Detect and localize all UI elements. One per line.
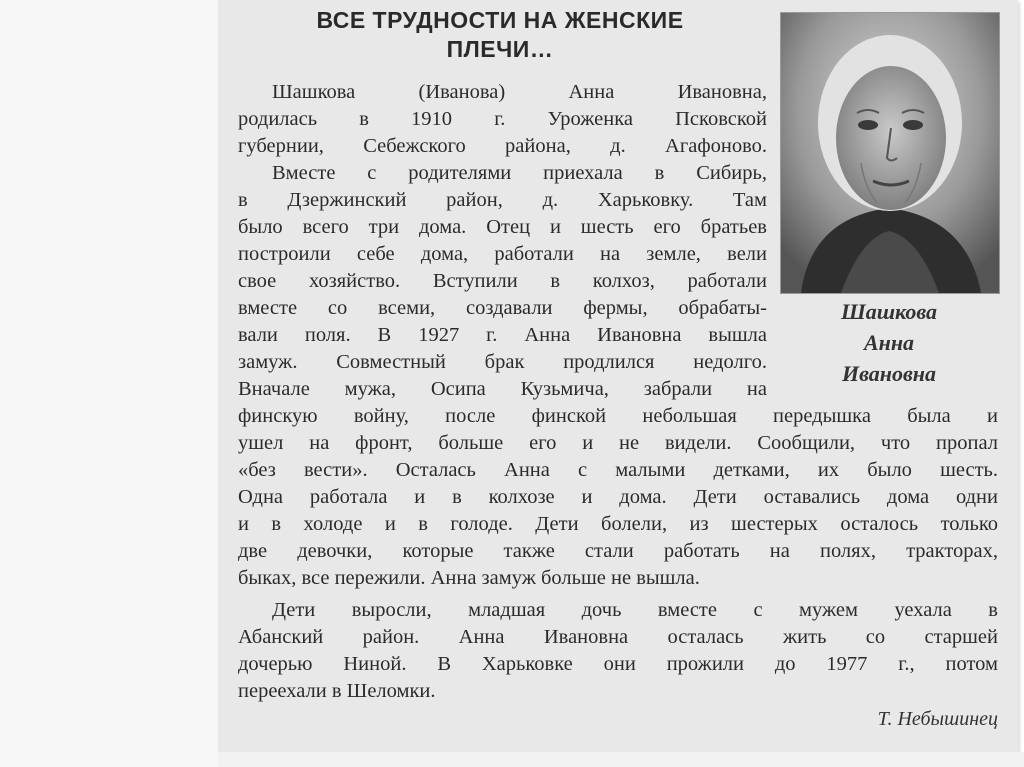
text-line: финскую войну, после финской небольшая передышка была и — [238, 405, 998, 427]
text-line: быках, все пережили. Анна замуж больше не вышла. — [238, 567, 700, 589]
text-line: было всего три дома. Отец и шесть его братьев — [238, 216, 767, 238]
text-line: свое хозяйство. Вступили в колхоз, работали — [238, 270, 767, 292]
caption-line-1: Шашкова — [840, 299, 938, 324]
article-title — [250, 6, 750, 64]
photo-caption — [780, 296, 998, 389]
author-signature: Т. Небышинец — [877, 708, 998, 730]
text-line: ушел на фронт, больше его и не видели. Сообщили, что пропал — [238, 432, 998, 454]
text-line: две девочки, которые также стали работать на полях, тракторах, — [238, 540, 998, 562]
text-line: вместе со всеми, создавали фермы, обрабаты- — [238, 297, 767, 319]
text-line: дочерью Ниной. В Харьковке они прожили до 1977 г., потом — [238, 653, 998, 675]
text-line: вали поля. В 1927 г. Анна Ивановна вышла — [238, 324, 767, 346]
caption-line-3: Ивановна — [841, 361, 937, 386]
text-line: Вместе с родителями приехала в Сибирь, — [272, 162, 767, 184]
text-line: в Дзержинский район, д. Харьковку. Там — [238, 189, 767, 211]
text-line: переехали в Шеломки. — [238, 680, 436, 702]
caption-line-2: Анна — [863, 330, 915, 355]
text-line: замуж. Совместный брак продлился недолго. — [238, 351, 767, 373]
text-line: родилась в 1910 г. Уроженка Псковской — [238, 108, 767, 130]
text-line: Шашкова (Иванова) Анна Ивановна, — [272, 81, 767, 103]
text-line: Дети выросли, младшая дочь вместе с мужем уехала в — [272, 599, 998, 621]
portrait-photo — [780, 12, 1000, 294]
title-line-1: ВСЕ ТРУДНОСТИ НА ЖЕНСКИЕ — [316, 7, 684, 33]
text-line: Абанский район. Анна Ивановна осталась жить со старшей — [238, 626, 998, 648]
text-line: губернии, Себежского района, д. Агафоново. — [238, 135, 767, 157]
bottom-strip — [218, 752, 1024, 767]
left-margin — [0, 0, 218, 767]
title-line-2: ПЛЕЧИ… — [446, 36, 554, 62]
portrait-illustration — [781, 13, 999, 293]
text-line: Одна работала и в колхозе и дома. Дети оставались дома одни — [238, 486, 998, 508]
text-line: «без вести». Осталась Анна с малыми детками, их было шесть. — [238, 459, 998, 481]
text-line: Вначале мужа, Осипа Кузьмича, забрали на — [238, 378, 767, 400]
text-line: построили себе дома, работали на земле, вели — [238, 243, 767, 265]
text-line: и в холоде и в голоде. Дети болели, из шестерых осталось только — [238, 513, 998, 535]
